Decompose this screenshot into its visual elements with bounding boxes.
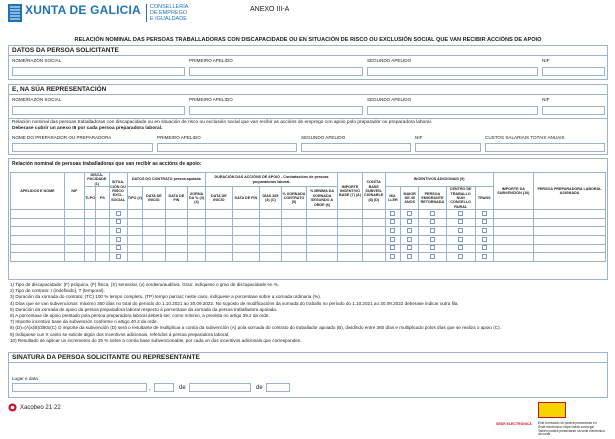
preparer-nif-label: NIF [415,135,423,140]
table-row [11,253,606,262]
table-row [11,244,606,253]
representative-nif-field[interactable] [542,106,605,115]
preparer-note: Relación nominal das persoas traballadoras con discapacidade ou en situación de risco ou exclusión social que van recibir as accións de emprego con apoio polo preparador ou preparadora laboral. [12,120,432,125]
representative-section [8,84,608,119]
woman-checkbox[interactable] [390,254,395,259]
col-days-header: DÍAS 365 (4) (C) [259,187,281,210]
campaign-label: Xacobeo 21·22 [20,404,61,411]
duration-group-header: DURACIÓN DAS ACCIÓNS DE APOIO - Contratacións de persoas preparadoras laboral- [205,173,337,187]
government-of-spain-logo [538,402,566,418]
col-preparer-header: PERSOA PREPARADORA LABORAL ASIGNADA [534,173,606,210]
footnote: 5) Duración da xornada de apoio da persoa preparadora laboral respecto á porcentaxe da xornada da persoa traballadora apoiada. [10,306,278,312]
annex-label: ANEXO III-A [250,6,290,13]
col-over45-header: MAIOR DE 45 ANOS [401,187,419,210]
return-checkbox[interactable] [430,211,435,216]
over45-checkbox[interactable] [407,211,412,216]
footnote: 7) Importe incentivo base da subvención conforme o artigo 40.2 da orde. [10,319,158,325]
signature-section [8,352,608,398]
preparer-name-label: NOME DO PREPARADOR OU PREPARADORA [12,135,112,140]
col-names-header: APELIDOS E NOME [11,173,65,210]
relation-table-body [11,210,606,262]
table-row [11,227,606,236]
col-grant-header: IMPORTE DA SUBVENCIÓN (10) [493,173,533,210]
preparer-surname2-label: SEGUNDO APELIDO [301,135,346,140]
col-end-header: DATA DE FIN [165,187,187,210]
woman-checkbox[interactable] [390,228,395,233]
footnote: 2) Tipo de contrato: I (indefinido), T (temporal). [10,288,105,294]
footnote: 9) Indíquese cun X canto se solicite algún dos incentivos adicionais, referidos á persoa preparadora laboral. [10,331,230,337]
page-footer [8,400,608,437]
applicant-nif-field[interactable] [542,67,605,76]
col-woman-header: MU-LLER [385,187,401,210]
footnote: 6) A porcentaxe de apoio prestado pola persoa preparadora laboral deberá ser, como mínimo, a prevista no artigo 39.2 da orde. [10,313,270,319]
rural-checkbox[interactable] [458,228,463,233]
applicant-heading: DATOS DA PERSOA SOLICITANTE [9,46,607,56]
xacobeo-icon [8,403,17,412]
table-row [11,210,606,219]
applicant-surname2-label: SEGUNDO APELIDO [367,58,412,63]
sub-ti-header: TI-PO [84,187,95,210]
preparer-nif-field[interactable] [415,143,481,152]
relation-caption: Relación nominal de persoas traballadoras que van recibir as accións de apoio: [12,161,202,167]
representative-surname1-field[interactable] [189,106,363,115]
representative-name-label: NOME/RAZÓN SOCIAL [12,97,62,102]
over45-checkbox[interactable] [407,228,412,233]
preparer-instruction: Deberase cubrir un anexo III por cada persoa preparadora laboral. [12,126,163,131]
return-checkbox[interactable] [430,228,435,233]
representative-surname2-label: SEGUNDO APELIDO [367,97,412,102]
col-type-header: TIPO (2) [127,187,143,210]
footnote: 8) (D)=(A)x(B)/360x(C) O importe da subvención (D) será o resultante de multiplicar a contía da subvención (A) pola xornada do contrato do traballador apoiado (B), dividindo entre 360 días e multiplicado polos días que se realiza o apoio (C). [10,325,501,331]
col-ac-end-header: DATA DE FIN [232,187,259,210]
col-rural-header: CENTRO DE TRABALLO NUN CONCELLO RURAL [446,187,475,210]
col-trans-header: TRANS [475,187,493,210]
representative-name-field[interactable] [12,106,185,115]
preparer-costs-label: CUSTOS SALARIAIS TOTAIS ANUAIS [485,135,565,140]
applicant-nif-label: NIF [542,58,550,63]
page-header [8,4,608,34]
representative-surname1-label: PRIMEIRO APELIDO [189,97,233,102]
over45-checkbox[interactable] [407,245,412,250]
risk-checkbox[interactable] [116,228,121,233]
place-field[interactable] [12,383,147,392]
incentives-group-header: INCENTIVOS ADICIONAIS (9) [385,173,493,187]
relation-table [10,172,606,262]
trans-checkbox[interactable] [482,237,487,242]
sub-ps-header: PS [96,187,109,210]
representative-surname2-field[interactable] [367,106,538,115]
trans-checkbox[interactable] [482,254,487,259]
col-start-header: DATA DE INICIO [143,187,165,210]
col-min-header: % MÍNIMA DA XORNADA SEGUNDO A ORDE (6) [306,187,337,210]
applicant-surname1-label: PRIMEIRO APELIDO [189,58,233,63]
brand-name: XUNTA DE GALICIA [25,3,141,17]
preparer-surname1-field[interactable] [157,143,297,152]
month-field[interactable] [189,383,251,392]
sede-label: SEDE ELECTRÓNICA [496,422,532,426]
rural-checkbox[interactable] [458,211,463,216]
risk-checkbox[interactable] [116,237,121,242]
trans-checkbox[interactable] [482,219,487,224]
preparer-name-field[interactable] [12,143,153,152]
year-field[interactable] [266,383,290,392]
xacobeo-logo [8,403,61,412]
footnotes [10,282,608,344]
signature-heading: SINATURA DA PERSOA SOLICITANTE OU REPRESENTANTE [9,353,607,363]
department-name: CONSELLERÍA DE EMPREGO E IGUALDADE [146,4,189,22]
woman-checkbox[interactable] [390,237,395,242]
footnote: 4) Días que se van subvencionar: máximo 360 días no total do período do 1.10.2021 ao 30.09.2022. No suposto de modificacións da xornada do traballo no período do 1.10.2021 ao 30.09.2022 deberase indicar outra fila. [10,300,459,306]
risk-checkbox[interactable] [116,254,121,259]
xunta-emblem-icon [8,4,22,22]
rural-checkbox[interactable] [458,254,463,259]
applicant-section [8,45,608,80]
risk-checkbox[interactable] [116,219,121,224]
over45-checkbox[interactable] [407,237,412,242]
preparer-surname2-field[interactable] [301,143,411,152]
trans-checkbox[interactable] [482,211,487,216]
col-risk-header: SITUA-CIÓN OU RISCO EXCL. SOCIAL [109,173,127,210]
table-row [11,218,606,227]
col-return-header: PERSOA EMIGRANTE RETORNADA [419,187,446,210]
of-label-2: de [256,385,263,391]
representative-nif-label: NIF [542,97,550,102]
of-label-1: de [179,385,186,391]
representative-heading: E, NA SÚA REPRESENTACIÓN [9,85,607,95]
col-hours-header: XORNA DA % (3) (4) [188,187,206,210]
footnote: 10) Resultado de aplicar un incremento do 25 % sobre a contía base subvencionable, por cada un dos incentivos adicionais que corresponden. [10,337,302,343]
day-field[interactable] [154,383,174,392]
col-disability-header: DISCA-PACIDADE (1) [84,173,109,187]
col-ac-start-header: DATA DE INICIO [205,187,232,210]
footer-info: Este formulario só poderá presentarse en Sede electrónica: https://sede.xunta.gal Tamén poderá presentarse na sede electrónica da xunta [538,421,605,437]
applicant-surname1-field[interactable] [189,67,363,76]
rural-checkbox[interactable] [458,219,463,224]
col-amount-header: IMPORTE INCENTIVO BASE (7) (A) [338,173,363,210]
over45-checkbox[interactable] [407,219,412,224]
footnote: 1) Tipo de discapacidade: (F) psíquica, (F) física, (S) sensorial, (x) xordeira/auditiva. Grao: indíquese o grao de discapacidade en %. [10,282,280,287]
preparer-section [8,119,608,155]
col-pct-header: % XORNADA CONTRATO (5) [282,187,307,210]
woman-checkbox[interactable] [390,211,395,216]
rural-checkbox[interactable] [458,245,463,250]
applicant-name-label: NOME/RAZÓN SOCIAL [12,58,62,63]
trans-checkbox[interactable] [482,245,487,250]
return-checkbox[interactable] [430,245,435,250]
applicant-name-field[interactable] [12,67,185,76]
xunta-logo [8,4,188,22]
col-base-header: CONTÍA BASE SUBVEN-CIONABLE (8) (D) [362,173,385,210]
over45-checkbox[interactable] [407,254,412,259]
applicant-surname2-field[interactable] [367,67,538,76]
document-title: RELACIÓN NOMINAL DAS PERSOAS TRABALLADORAS CON DISCAPACIDADE OU EN SITUACIÓN DE RISCO OU EXCLUSIÓN SOCIAL QUE VAN RECIBIR ACCIÓNS DE APOIO [74,37,542,43]
preparer-surname1-label: PRIMEIRO APELIDO [157,135,201,140]
col-nif-header: NIF [64,173,84,210]
woman-checkbox[interactable] [390,245,395,250]
footnote: 3) Duración da xornada do contrato: (TC) 100 % tempo completo, (TP) tempo parcial; neste caso, indíquese a porcentaxe sobre a xornada ordinaria (%). [10,294,322,300]
risk-checkbox[interactable] [116,211,121,216]
table-row [11,236,606,245]
woman-checkbox[interactable] [390,219,395,224]
return-checkbox[interactable] [430,219,435,224]
risk-checkbox[interactable] [116,245,121,250]
comma-separator: , [149,386,151,392]
trans-checkbox[interactable] [482,228,487,233]
rural-checkbox[interactable] [458,237,463,242]
contract-group-header: DATOS DO CONTRATO persoa apoiada [127,173,205,187]
preparer-costs-field[interactable] [485,143,605,152]
place-date-label: Lugar e data [12,376,38,381]
return-checkbox[interactable] [430,237,435,242]
return-checkbox[interactable] [430,254,435,259]
